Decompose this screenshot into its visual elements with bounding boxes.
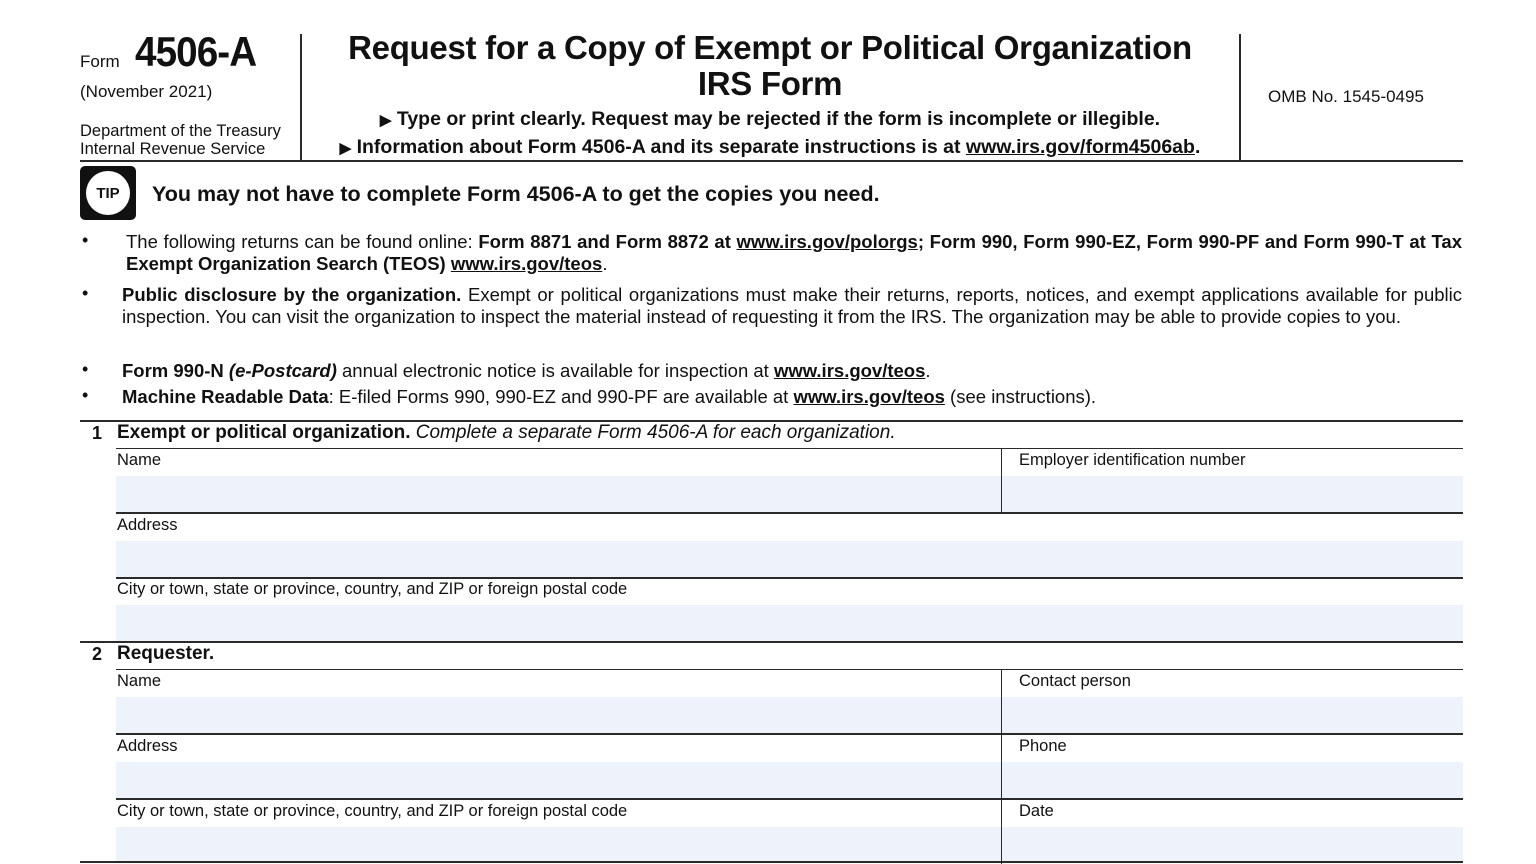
date-label: Date <box>1019 802 1054 820</box>
org-address-label: Address <box>117 516 178 534</box>
header-bottom-rule <box>80 160 1463 162</box>
contact-person-label: Contact person <box>1019 672 1131 690</box>
requester-name-input[interactable] <box>116 697 1001 733</box>
header-divider-left <box>300 34 302 160</box>
department-line2: Internal Revenue Service <box>80 140 266 158</box>
requester-name-label: Name <box>117 672 162 690</box>
teos-link[interactable]: www.irs.gov/teos <box>773 360 926 381</box>
requester-address-input[interactable] <box>116 762 1001 798</box>
title-line1: Request for a Copy of Exempt or Political Organization <box>348 29 1192 66</box>
tip-icon <box>80 166 136 220</box>
instruction-1: ▶ Type or print clearly. Request may be rejected if the form is incomplete or illegible. <box>379 108 1161 130</box>
title-line2: IRS Form <box>697 65 843 102</box>
revision-date: (November 2021) <box>80 82 213 101</box>
bullet-public-disclosure: Public disclosure by the organization. Exempt or political organizations must make their returns, reports, notices, and exempt applications available for public inspection. You can visit the organization to inspect the material instead of requesting it from the IRS. The organization may be able to provide copies to you. <box>122 284 1462 327</box>
rule <box>116 448 1463 449</box>
bullet-icon: • <box>82 230 89 250</box>
rule <box>116 669 1463 670</box>
org-name-label: Name <box>117 451 162 469</box>
bullet-icon: • <box>82 359 89 379</box>
section-number: 1 <box>92 423 103 443</box>
rule <box>116 512 1463 514</box>
rule <box>80 861 1463 863</box>
org-city-input[interactable] <box>116 605 1463 641</box>
bullet-online-returns: The following returns can be found online: Form 8871 and Form 8872 at www.irs.gov/polorgs; Form 990, Form 990-EZ, Form 990-PF and Form 990-T at Tax Exempt Organization Search (TEOS) www.irs.gov/teos. <box>126 231 1463 274</box>
tip-badge: TIP <box>86 171 130 215</box>
teos-link[interactable]: www.irs.gov/teos <box>793 386 945 407</box>
rule <box>116 733 1463 735</box>
omb-number: OMB No. 1545-0495 <box>1268 87 1424 106</box>
org-city-label: City or town, state or province, country, and ZIP or foreign postal code <box>117 580 628 598</box>
rule <box>116 577 1463 579</box>
requester-city-input[interactable] <box>116 827 1001 862</box>
org-name-input[interactable] <box>116 476 1001 512</box>
bullet-990n: Form 990-N (e-Postcard) annual electronic notice is available for inspection at www.irs.gov/teos. <box>122 360 931 381</box>
form4506ab-link[interactable]: www.irs.gov/form4506ab <box>965 136 1195 158</box>
bullet-icon: • <box>82 283 89 303</box>
date-input[interactable] <box>1002 827 1463 862</box>
requester-address-label: Address <box>117 737 178 755</box>
department <box>80 122 281 158</box>
org-ein-input[interactable] <box>1002 476 1463 512</box>
org-address-input[interactable] <box>116 541 1463 577</box>
instruction-2: ▶ Information about Form 4506-A and its separate instructions is at www.irs.gov/form4506ab. <box>339 136 1201 158</box>
header-divider-right <box>1239 34 1241 160</box>
arrow-right-icon: ▶ <box>339 140 352 157</box>
teos-link[interactable]: www.irs.gov/teos <box>450 252 603 274</box>
phone-label: Phone <box>1019 737 1067 755</box>
requester-city-label: City or town, state or province, country, and ZIP or foreign postal code <box>117 802 628 820</box>
org-ein-label: Employer identification number <box>1019 451 1246 469</box>
contact-person-input[interactable] <box>1002 697 1463 733</box>
bullet-icon: • <box>82 385 89 405</box>
form-word: Form <box>80 52 120 71</box>
tip-text: You may not have to complete Form 4506-A to get the copies you need. <box>152 182 880 206</box>
section-title: Requester. <box>117 643 215 664</box>
page-title <box>305 30 1235 102</box>
section-title: Exempt or political organization. Complete a separate Form 4506-A for each organization. <box>117 422 896 443</box>
section-2-top-rule <box>80 641 1463 643</box>
bullet-machine-readable: Machine Readable Data: E-filed Forms 990, 990-EZ and 990-PF are available at www.irs.gov/teos (see instructions). <box>122 386 1097 407</box>
arrow-right-icon: ▶ <box>379 112 392 129</box>
rule <box>116 798 1463 800</box>
polorgs-link[interactable]: www.irs.gov/polorgs <box>736 231 918 252</box>
form-number: 4506-A <box>135 28 257 75</box>
department-line1: Department of the Treasury <box>80 122 281 140</box>
phone-input[interactable] <box>1002 762 1463 798</box>
section-number: 2 <box>92 644 103 664</box>
